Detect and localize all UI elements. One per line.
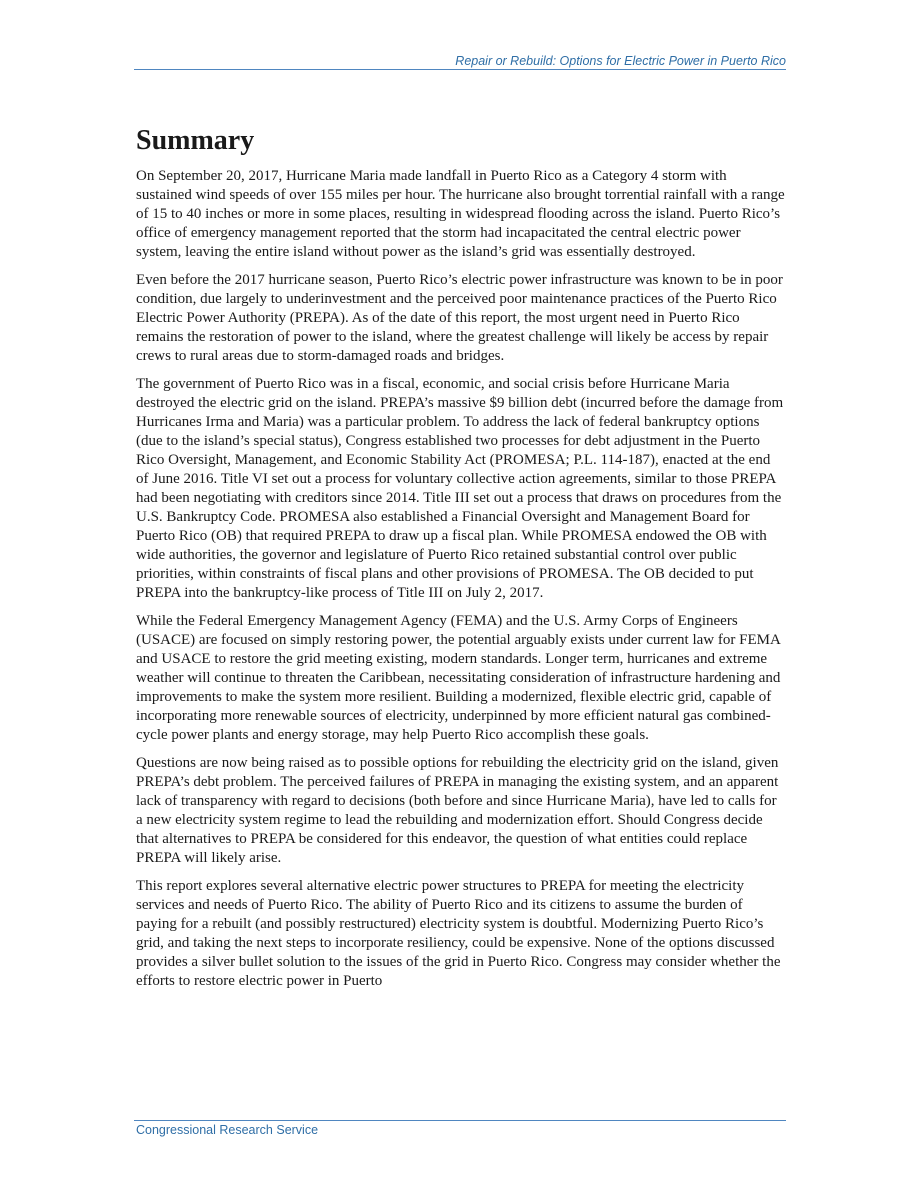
paragraph-2: Even before the 2017 hurricane season, Puerto Rico’s electric power infrastructure was known to be in poor condition, due largely to underinvestment and the perceived poor maintenance practices of the Puerto Rico Electric Power Authority (PREPA). As of the date of this report, the most urgent need in Puerto Rico remains the restoration of power to the island, where the greatest challenge will likely be access by repair crews to rural areas due to storm-damaged roads and bridges. — [136, 272, 783, 364]
summary-section — [136, 123, 786, 1000]
header-divider — [134, 69, 786, 70]
paragraph-6: This report explores several alternative electric power structures to PREPA for meeting the electricity services and needs of Puerto Rico. The ability of Puerto Rico and its citizens to assume the burden of paying for a rebuilt (and possibly restructured) electricity system is doubtful. Modernizing Puerto Rico’s grid, and taking the next steps to incorporate resiliency, could be expensive. None of the options discussed provides a silver bullet solution to the issues of the grid in Puerto Rico. Congress may consider whether the efforts to restore electric power in Puerto — [136, 878, 781, 989]
running-header: Repair or Rebuild: Options for Electric Power in Puerto Rico — [455, 54, 786, 68]
section-title: Summary — [136, 125, 255, 156]
paragraph-5: Questions are now being raised as to possible options for rebuilding the electricity grid on the island, given PREPA’s debt problem. The perceived failures of PREPA in managing the existing system, and an apparent lack of transparency with regard to decisions (both before and since Hurricane Maria), have led to calls for a new electricity system regime to lead the rebuilding and modernization effort. Should Congress decide that alternatives to PREPA be considered for this endeavor, the question of what entities could replace PREPA will likely arise. — [136, 755, 779, 866]
footer-publisher: Congressional Research Service — [136, 1123, 319, 1137]
paragraph-4: While the Federal Emergency Management Agency (FEMA) and the U.S. Army Corps of Engineers (USACE) are focused on simply restoring power, the potential arguably exists under current law for FEMA and USACE to restore the grid meeting existing, modern standards. Longer term, hurricanes and extreme weather will continue to threaten the Caribbean, necessitating consideration of infrastructure hardening and improvements to make the system more resilient. Building a modernized, flexible electric grid, capable of incorporating more renewable sources of electricity, underpinned by more efficient natural gas combined-cycle power plants and energy storage, may help Puerto Rico accomplish these goals. — [136, 613, 781, 743]
paragraph-3: The government of Puerto Rico was in a fiscal, economic, and social crisis before Hurricane Maria destroyed the electric grid on the island. PREPA’s massive $9 billion debt (incurred before the damage from Hurricanes Irma and Maria) was a particular problem. To address the lack of federal bankruptcy options (due to the island’s special status), Congress established two processes for debt adjustment in the Puerto Rico Oversight, Management, and Economic Stability Act (PROMESA; P.L. 114-187), enacted at the end of June 2016. Title VI set out a process for voluntary collective action agreements, similar to those PREPA had been negotiating with creditors since 2014. Title III set out a process that draws on procedures from the U.S. Bankruptcy Code. PROMESA also established a Financial Oversight and Management Board for Puerto Rico (OB) that required PREPA to draw up a fiscal plan. While PROMESA endowed the OB with wide authorities, the governor and legislature of Puerto Rico retained substantial control over public priorities, within constraints of fiscal plans and other provisions of PROMESA. The OB decided to put PREPA into the bankruptcy-like process of Title III on July 2, 2017. — [136, 376, 784, 601]
footer-divider — [134, 1120, 786, 1121]
paragraph-1: On September 20, 2017, Hurricane Maria made landfall in Puerto Rico as a Category 4 storm with sustained wind speeds of over 155 miles per hour. The hurricane also brought torrential rainfall with a range of 15 to 40 inches or more in some places, resulting in widespread flooding across the island. Puerto Rico’s office of emergency management reported that the storm had incapacitated the central electric power system, leaving the entire island without power as the island’s grid was essentially destroyed. — [136, 168, 785, 260]
